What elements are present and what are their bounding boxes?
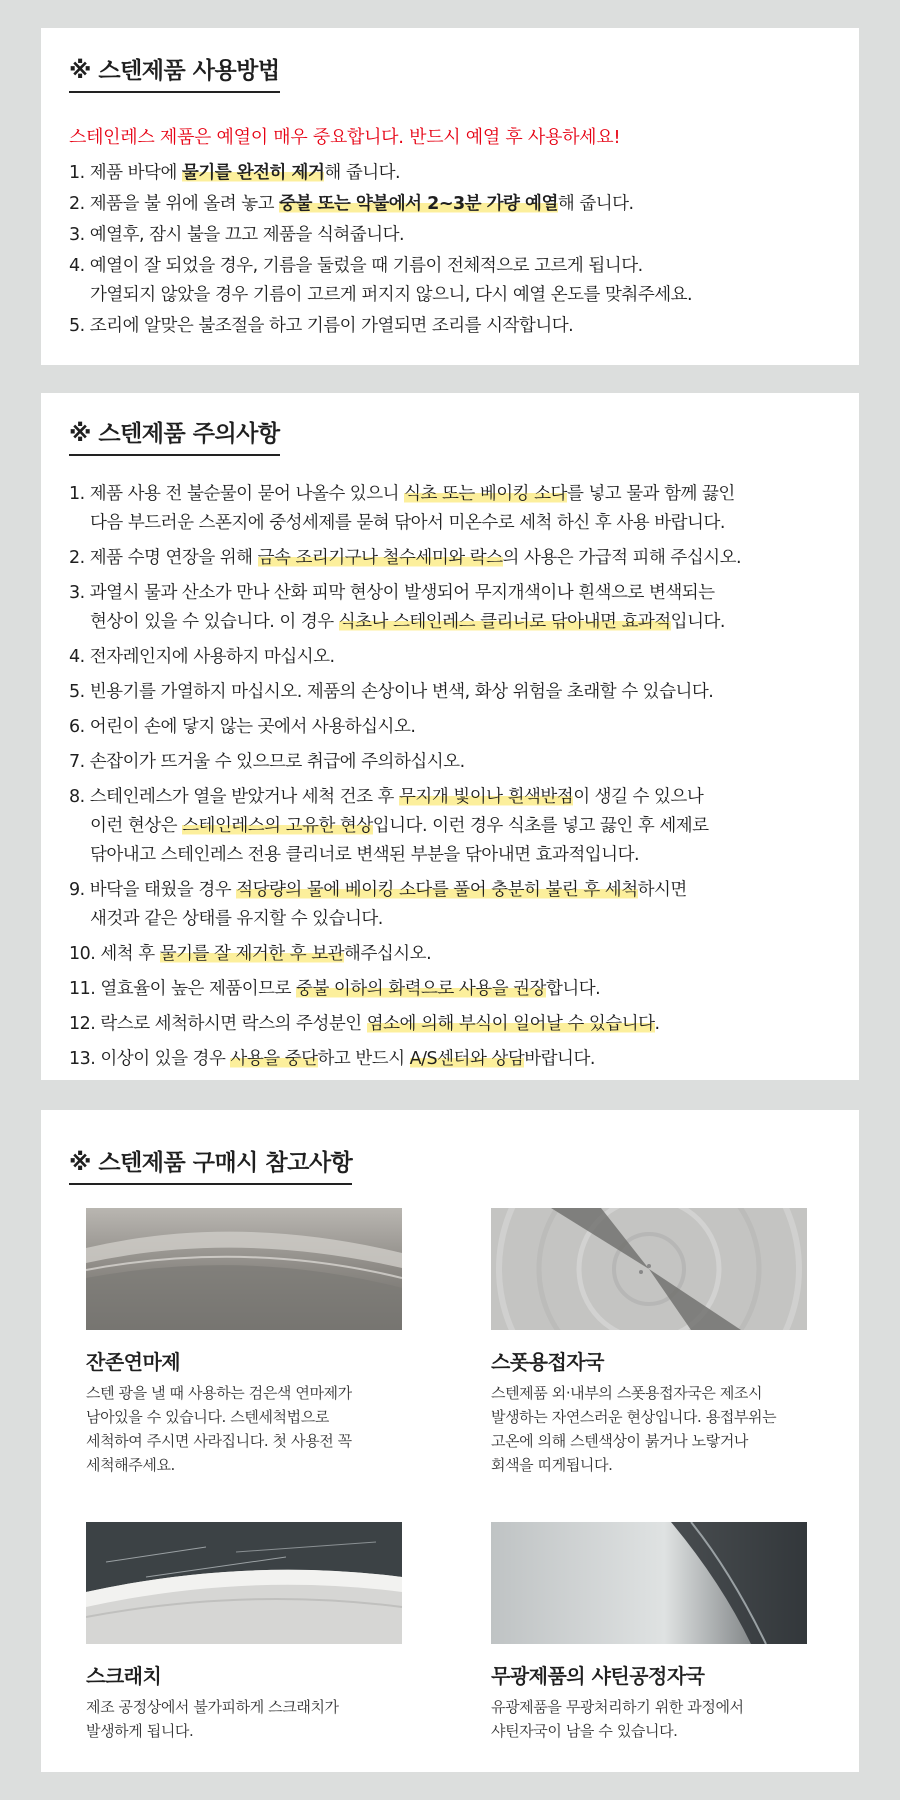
item-highlight: 식초나 스테인레스 클리너로 닦아내면 효과적 [338,612,671,632]
usage-step [69,190,831,219]
caution-item [69,1045,831,1074]
step-text: 1. 제품 바닥에 [69,163,182,183]
purchase-item-scratch [86,1522,416,1743]
item-text: 2. 제품 수명 연장을 위해 [69,548,258,568]
spot-weld-photo [491,1208,807,1330]
item-text: 9. 바닥을 태웠을 경우 [69,880,237,900]
item-highlight: 염소에 의해 부식이 일어날 수 있습니다 [366,1014,655,1034]
item-text: 바랍니다. [524,1049,595,1069]
step-text: 해 줍니다. [324,163,401,183]
item-highlight: A/S센터와 상담 [409,1049,525,1069]
scratch-photo [86,1522,402,1644]
step-text: 2. 제품을 불 위에 올려 놓고 [69,194,280,214]
caution-list [69,480,831,1074]
item-highlight: 스테인레스의 고유한 현상 [182,816,373,836]
residual-polish-desc: 스텐 광을 낼 때 사용하는 검은색 연마제가 남아있을 수 있습니다. 스텐세척법으로 세척하여 주시면 사라집니다. 첫 사용전 꼭 세척해주세요. [86,1384,352,1474]
item-text: 11. 열효율이 높은 제품이므로 [69,979,297,999]
caution-title: ※ 스텐제품 주의사항 [69,415,280,456]
item-text: 1. 제품 사용 전 불순물이 묻어 나올수 있으니 [69,484,405,504]
item-text: 10. 세척 후 [69,944,160,964]
step-text: 5. 조리에 알맞은 불조절을 하고 기름이 가열되면 조리를 시작합니다. [69,316,574,336]
caution-item [69,940,831,969]
scratch-desc: 제조 공정상에서 불가피하게 스크래치가 발생하게 됩니다. [86,1698,339,1740]
preheat-warning: 스테인레스 제품은 예열이 매우 중요합니다. 반드시 예열 후 사용하세요! [69,127,621,148]
caution-item [69,643,831,672]
item-text: 12. 락스로 세척하시면 락스의 주성분인 [69,1014,367,1034]
caution-item [69,713,831,742]
item-text: 의 사용은 가급적 피해 주십시오. [502,548,742,568]
step-continuation: 가열되지 않았을 경우 기름이 고르게 퍼지지 않으니, 다시 예열 온도를 맞춰주세요. [90,285,693,305]
usage-steps [69,159,831,341]
usage-step [69,252,831,310]
caution-item [69,1010,831,1039]
item-continuation: 다음 부드러운 스폰지에 중성세제를 묻혀 닦아서 미온수로 세척 하신 후 사용 바랍니다. [90,513,725,533]
item-highlight: 적당량의 물에 베이킹 소다를 풀어 충분히 불린 후 세척 [236,880,638,900]
item-text: 입니다. 이런 경우 식초를 넣고 끓인 후 세제로 [372,816,709,836]
step-highlight: 물기를 완전히 제거 [181,163,325,183]
item-text: 해주십시오. [344,944,432,964]
item-text: 합니다. [545,979,601,999]
item-highlight: 무지개 빛이나 흰색반점 [399,787,574,807]
step-text: 해 줍니다. [557,194,634,214]
caution-item [69,579,831,637]
item-highlight: 금속 조리기구나 철수세미와 락스 [257,548,503,568]
usage-section [41,28,859,365]
caution-item [69,876,831,934]
item-text: 4. 전자레인지에 사용하지 마십시오. [69,647,335,667]
satin-finish-photo [491,1522,807,1644]
step-text: 3. 예열후, 잠시 불을 끄고 제품을 식혀줍니다. [69,225,405,245]
scratch-title: 스크래치 [86,1664,162,1688]
residual-polish-title: 잔존연마제 [86,1350,181,1374]
item-text: 13. 이상이 있을 경우 [69,1049,231,1069]
item-continuation: 새것과 같은 상태를 유지할 수 있습니다. [90,909,383,929]
caution-section [41,393,859,1080]
item-text: 현상이 있을 수 있습니다. 이 경우 [90,612,339,632]
item-continuation: 닦아내고 스테인레스 전용 클리너로 변색된 부분을 닦아내면 효과적입니다. [90,845,640,865]
caution-item [69,480,831,538]
caution-item [69,544,831,573]
spot-weld-title: 스폿용접자국 [491,1350,604,1374]
residual-polish-photo [86,1208,402,1330]
usage-title: ※ 스텐제품 사용방법 [69,52,280,93]
item-text: 8. 스테인레스가 열을 받았거나 세척 건조 후 [69,787,400,807]
item-highlight: 중불 이하의 화력으로 사용을 권장 [296,979,546,999]
satin-finish-title: 무광제품의 샤틴공정자국 [491,1664,705,1688]
item-text: 를 넣고 물과 함께 끓인 [566,484,735,504]
purchase-title: ※ 스텐제품 구매시 참고사항 [69,1144,352,1185]
item-highlight: 식초 또는 베이킹 소다 [404,484,567,504]
purchase-item-satin-finish [491,1522,821,1743]
item-text: 이런 현상은 [90,816,183,836]
purchase-item-spot-weld [491,1208,821,1477]
usage-step [69,312,831,341]
step-highlight: 중불 또는 약불에서 2~3분 가량 예열 [279,194,558,214]
caution-item [69,975,831,1004]
caution-item [69,748,831,777]
item-text: 이 생길 수 있으나 [573,787,704,807]
purchase-section [41,1110,859,1772]
item-text: . [654,1014,660,1034]
satin-finish-desc: 유광제품을 무광처리하기 위한 과정에서 샤틴자국이 남을 수 있습니다. [491,1698,744,1740]
usage-step [69,221,831,250]
caution-item [69,678,831,707]
item-text: 7. 손잡이가 뜨거울 수 있으므로 취급에 주의하십시오. [69,752,465,772]
usage-step [69,159,831,188]
item-text: 입니다. [670,612,725,632]
item-text: 5. 빈용기를 가열하지 마십시오. 제품의 손상이나 변색, 화상 위험을 초래할 수 있습니다. [69,682,714,702]
item-continuation [69,608,831,637]
item-highlight: 사용을 중단 [230,1049,318,1069]
spot-weld-desc: 스텐제품 외·내부의 스폿용접자국은 제조시 발생하는 자연스러운 현상입니다. 용접부위는 고온에 의해 스텐색상이 붉거나 노랗거나 회색을 띠게됩니다. [491,1384,777,1474]
item-text: 하고 반드시 [317,1049,410,1069]
step-text: 4. 예열이 잘 되었을 경우, 기름을 둘렀을 때 기름이 전체적으로 고르게 됩니다. [69,256,643,276]
purchase-item-residual-polish [86,1208,416,1477]
caution-item [69,783,831,870]
item-text: 6. 어린이 손에 닿지 않는 곳에서 사용하십시오. [69,717,416,737]
item-text: 하시면 [637,880,687,900]
item-text: 3. 과열시 물과 산소가 만나 산화 피막 현상이 발생되어 무지개색이나 흰색으로 변색되는 [69,583,715,603]
item-continuation [69,812,831,841]
item-highlight: 물기를 잘 제거한 후 보관 [159,944,345,964]
